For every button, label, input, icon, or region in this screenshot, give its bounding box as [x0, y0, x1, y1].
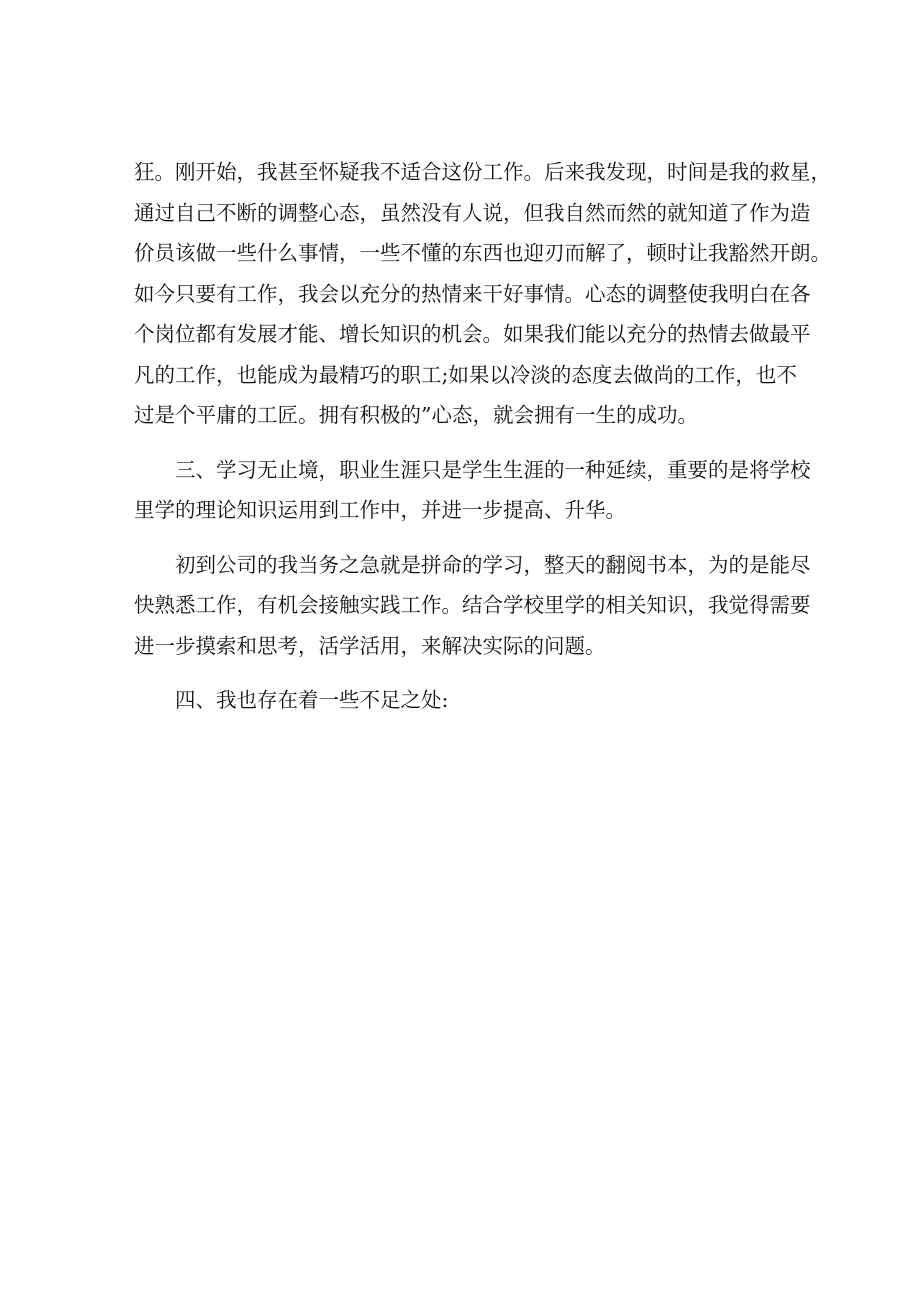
text-line: 如今只要有工作，我会以充分的热情来干好事情。心态的调整使我明白在各 [134, 281, 811, 306]
paragraph-spacer [134, 436, 794, 450]
text-line: 快熟悉工作，有机会接触实践工作。结合学校里学的相关知识，我觉得需要 [134, 593, 811, 617]
text-line: 里学的理论知识运用到工作中，并进一步提高、升华。 [134, 498, 626, 522]
paragraph-section-four-heading [134, 680, 794, 721]
text-line: 三、学习无止境，职业生涯只是学生生涯的一种延续，重要的是将学校 [175, 457, 811, 482]
text-line: 狂。刚开始，我甚至怀疑我不适合这份工作。后来我发现，时间是我的救星， [134, 160, 831, 184]
paragraph-spacer [134, 531, 794, 545]
document-body [134, 152, 831, 721]
paragraph-learning [134, 545, 811, 667]
text-line: 个岗位都有发展才能、增长知识的机会。如果我们能以充分的热情去做最平 [134, 322, 811, 346]
text-line: 通过自己不断的调整心态，虽然没有人说，但我自然而然的就知道了作为造 [134, 200, 811, 225]
text-line: 价员该做一些什么事情，一些不懂的东西也迎刃而解了，顿时让我豁然开朗。 [134, 241, 831, 265]
text-line: 四、我也存在着一些不足之处: [175, 688, 449, 712]
text-line: 凡的工作，也能成为最精巧的职工;如果以冷淡的态度去做尚的工作，也不 [134, 362, 797, 387]
text-line: 过是个平庸的工匠。拥有积极的”心态，就会拥有一生的成功。 [134, 403, 698, 427]
paragraph-section-three-heading [134, 450, 811, 531]
text-line: 初到公司的我当务之急就是拼命的学习，整天的翻阅书本，为的是能尽 [175, 552, 811, 577]
paragraph-mindset [134, 152, 831, 436]
text-line: 进一步摸索和思考，活学活用，来解决实际的问题。 [134, 633, 606, 658]
paragraph-spacer [134, 666, 794, 680]
